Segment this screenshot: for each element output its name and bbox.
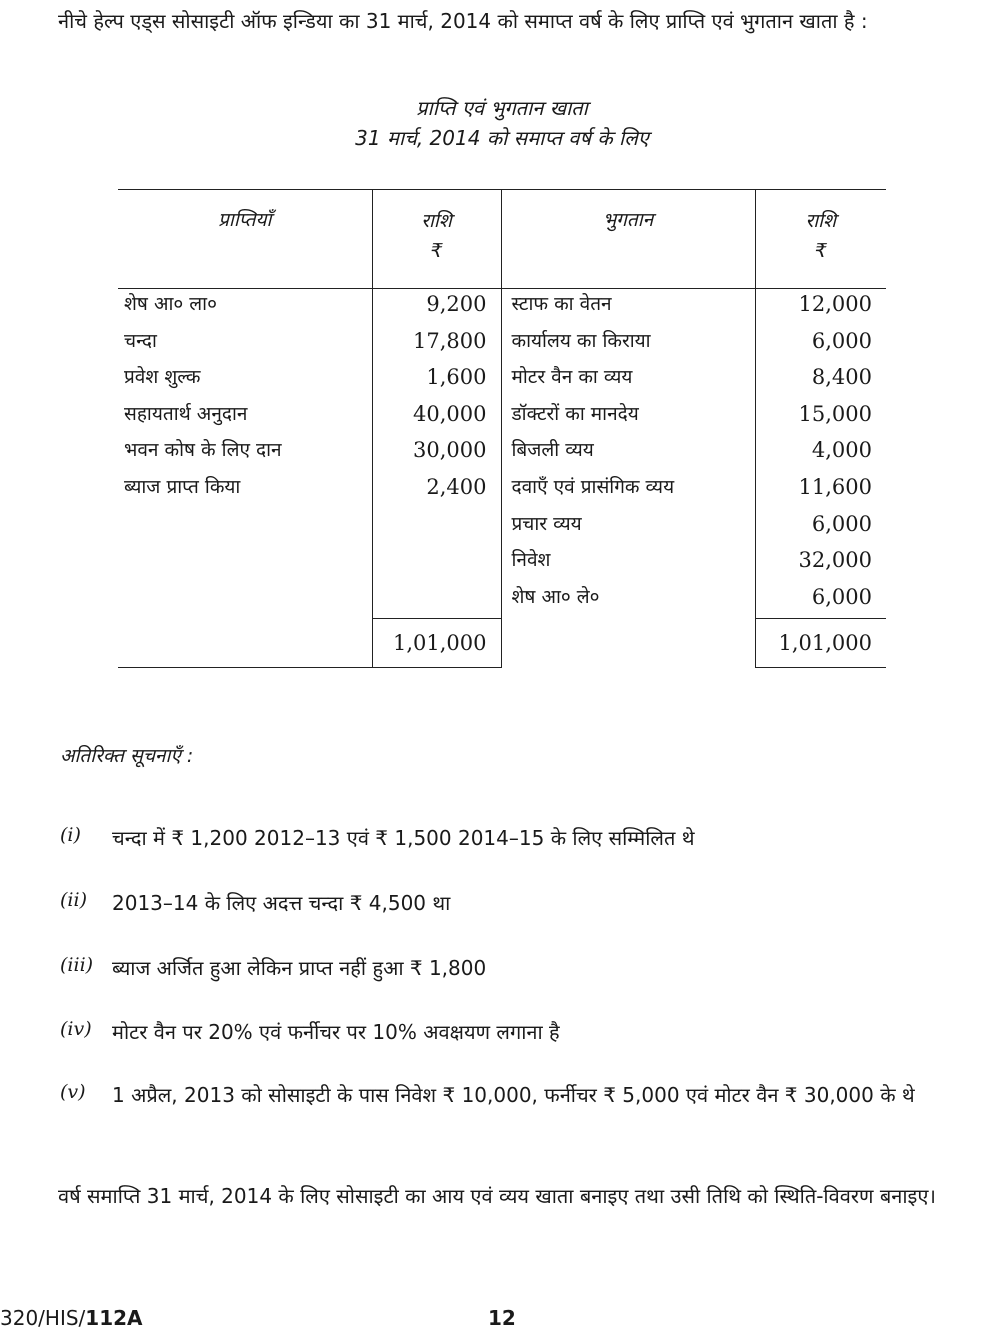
payment-amount: 32,000	[798, 548, 872, 573]
question-intro: नीचे हेल्प एड्स सोसाइटी ऑफ इन्डिया का 31 मार्च, 2014 को समाप्त वर्ष के लिए प्राप्ति एवं भुगतान खाता है :	[58, 9, 868, 33]
additional-item	[60, 950, 946, 986]
item-number: (iv)	[60, 1018, 92, 1040]
payment-amount: 6,000	[811, 584, 872, 609]
receipt-label: ब्याज प्राप्त किया	[124, 475, 241, 498]
payment-label: दवाएँ एवं प्रासंगिक व्यय	[511, 475, 675, 498]
question-instruction: वर्ष समाप्ति 31 मार्च, 2014 के लिए सोसाइटी का आय एवं व्यय खाता बनाइए तथा उसी तिथि को स्थिति-विवरण बनाइए।	[58, 1184, 937, 1208]
receipt-label: भवन कोष के लिए दान	[124, 439, 282, 462]
item-number: (i)	[60, 824, 81, 846]
rupee-symbol: ₹	[814, 240, 827, 262]
receipts-labels	[118, 289, 372, 619]
payment-label: डॉक्टरों का मानदेय	[511, 402, 639, 425]
item-number: (ii)	[60, 889, 87, 911]
item-text: मोटर वैन पर 20% एवं फर्नीचर पर 10% अवक्षयण लगाना है	[112, 1020, 560, 1044]
payments-amount-header	[755, 190, 886, 289]
receipts-payments-table	[118, 189, 886, 668]
receipts-amount-header	[372, 190, 501, 289]
receipt-label: चन्दा	[124, 329, 157, 352]
receipt-amount: 9,200	[426, 292, 487, 316]
payment-label: बिजली व्यय	[511, 439, 594, 462]
payment-label: प्रचार व्यय	[511, 512, 582, 535]
receipt-amount: 2,400	[426, 474, 487, 499]
additional-info-heading: अतिरिक्त सूचनाएँ :	[60, 745, 194, 767]
payments-amounts	[755, 289, 886, 619]
receipt-amount: 30,000	[413, 438, 487, 463]
receipt-amount: 17,800	[413, 328, 487, 353]
account-title: प्राप्ति एवं भुगतान खाता	[416, 96, 588, 120]
item-text: 1 अप्रैल, 2013 को सोसाइटी के पास निवेश ₹ 10,000, फर्नीचर ₹ 5,000 एवं मोटर वैन ₹ 30,000 के थे	[112, 1083, 915, 1107]
additional-item	[60, 1077, 946, 1113]
item-text: ब्याज अर्जित हुआ लेकिन प्राप्त नहीं हुआ ₹ 1,800	[112, 956, 487, 980]
page-number: 12	[488, 1306, 516, 1330]
receipts-total: 1,01,000	[372, 619, 501, 668]
payment-amount: 8,400	[811, 365, 872, 390]
additional-item	[60, 820, 946, 856]
payment-amount: 6,000	[811, 328, 872, 353]
payment-amount: 6,000	[811, 511, 872, 536]
amount-label: राशि	[421, 210, 452, 232]
paper-code-suffix: 112A	[85, 1306, 143, 1330]
receipt-label: प्रवेश शुल्क	[124, 366, 201, 389]
payment-label: शेष आ० ले०	[511, 585, 600, 608]
item-number: (iii)	[60, 954, 94, 976]
additional-item	[60, 1014, 946, 1050]
payment-amount: 11,600	[798, 474, 872, 499]
payment-label: स्टाफ का वेतन	[511, 293, 612, 315]
receipts-total-spacer	[118, 619, 372, 668]
payment-label: कार्यालय का किराया	[511, 329, 651, 352]
item-text: चन्दा में ₹ 1,200 2012–13 एवं ₹ 1,500 2014–15 के लिए सम्मिलित थे	[112, 826, 695, 850]
item-text: 2013–14 के लिए अदत्त चन्दा ₹ 4,500 था	[112, 891, 451, 915]
receipts-header: प्राप्तियाँ	[118, 190, 372, 289]
payment-label: मोटर वैन का व्यय	[511, 366, 633, 389]
payment-amount: 12,000	[798, 292, 872, 316]
account-subtitle: 31 मार्च, 2014 को समाप्त वर्ष के लिए	[355, 126, 649, 150]
receipt-amount: 40,000	[413, 401, 487, 426]
paper-code	[0, 1306, 143, 1330]
payment-amount: 15,000	[798, 401, 872, 426]
item-number: (v)	[60, 1081, 86, 1103]
receipts-amounts	[372, 289, 501, 619]
receipt-amount: 1,600	[426, 365, 487, 390]
rupee-symbol: ₹	[430, 240, 443, 262]
additional-item	[60, 885, 946, 921]
payments-total: 1,01,000	[755, 619, 886, 668]
payment-amount: 4,000	[811, 438, 872, 463]
payments-labels	[501, 289, 755, 668]
payment-label: निवेश	[511, 549, 551, 572]
receipt-label: सहायतार्थ अनुदान	[124, 402, 248, 425]
paper-code-prefix: 320/HIS/	[0, 1306, 86, 1330]
payments-header: भुगतान	[501, 190, 755, 289]
amount-label: राशि	[805, 210, 837, 232]
receipt-label: शेष आ० ला०	[124, 293, 217, 315]
